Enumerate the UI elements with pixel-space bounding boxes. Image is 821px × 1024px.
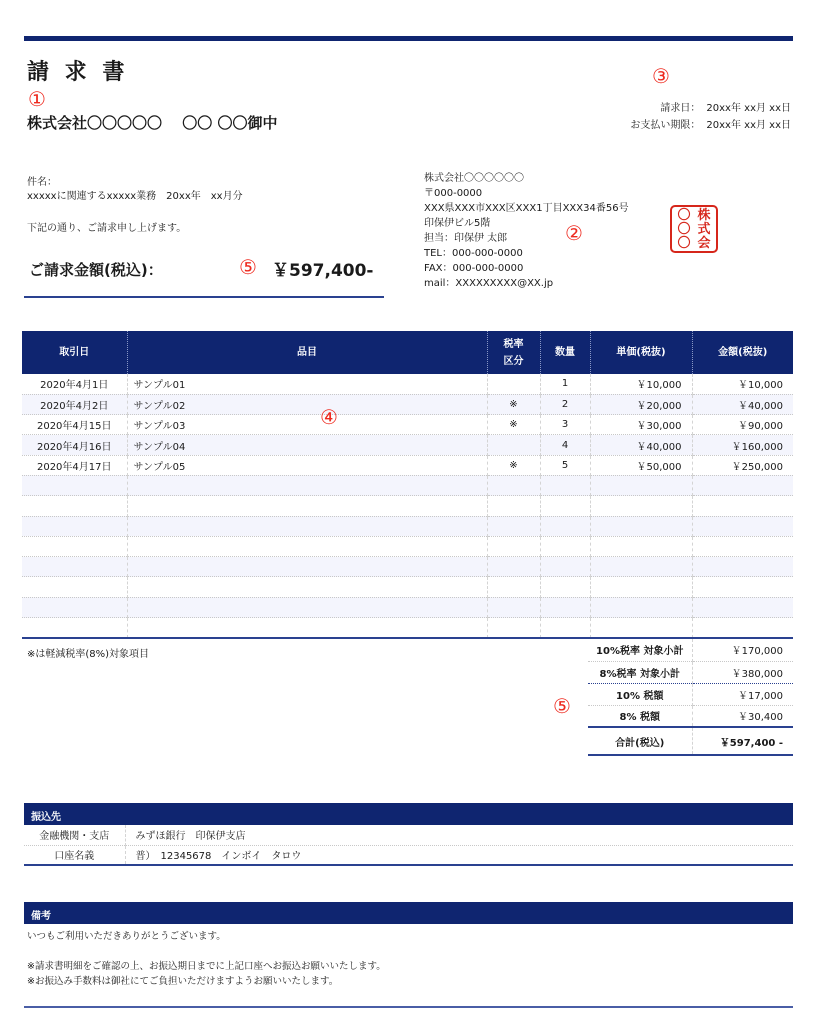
cell-date: 2020年4月2日	[22, 394, 127, 414]
cell-unit-price: ￥30,000	[590, 415, 692, 435]
empty-row	[22, 496, 793, 516]
header-amount: 金額(税抜)	[692, 331, 793, 374]
header-tax-category-line2: 区分	[503, 355, 524, 367]
subtotal-10-row	[588, 639, 793, 661]
subtotal-8-row	[588, 661, 793, 683]
cell-item: サンプル03	[127, 415, 487, 435]
cell-item: サンプル05	[127, 455, 487, 475]
due-date-row	[630, 117, 791, 134]
issuer-postal: 〒000-0000	[424, 188, 483, 199]
account-row	[24, 845, 793, 865]
bank-value: みずほ銀行 印保伊支店	[125, 825, 793, 845]
grand-total-row	[588, 727, 793, 755]
issue-date-value: 20xx年 xx月 xx日	[706, 103, 791, 114]
items-table	[22, 331, 793, 638]
due-date-label: お支払い期限：	[630, 120, 701, 131]
bank-label: 金融機関・支店	[24, 825, 125, 845]
issuer-company: 株式会社〇〇〇〇〇〇	[424, 173, 524, 184]
cell-qty: 4	[540, 435, 590, 455]
cell-item: サンプル01	[127, 374, 487, 394]
items-header-row	[22, 331, 793, 374]
issuer-building: 印保伊ビル5階	[424, 218, 491, 229]
top-border-bar	[24, 36, 793, 41]
billing-amount-value: ￥597,400-	[272, 261, 374, 281]
cell-tax: ※	[487, 455, 540, 475]
cell-qty: 1	[540, 374, 590, 394]
table-row	[22, 374, 793, 394]
header-qty: 数量	[540, 331, 590, 374]
table-row	[22, 455, 793, 475]
issue-date-row	[630, 100, 791, 117]
table-row	[22, 394, 793, 414]
cell-unit-price: ￥50,000	[590, 455, 692, 475]
cell-item: サンプル02	[127, 394, 487, 414]
annotation-marker-4: ④	[320, 405, 338, 429]
totals-table	[588, 639, 793, 756]
bank-row	[24, 825, 793, 845]
subtotal-10-value: ￥170,000	[692, 639, 793, 661]
subtotal-8-label: 8%税率 対象小計	[588, 661, 692, 683]
annotation-marker-3: ③	[652, 64, 670, 88]
table-row	[22, 435, 793, 455]
issuer-address: XXX県XXX市XXX区XXX1丁目XXX34番56号	[424, 203, 629, 214]
tax-8-value: ￥30,400	[692, 705, 793, 727]
issuer-info	[424, 171, 629, 291]
company-seal-stamp-icon	[670, 205, 718, 253]
client-name: 株式会社〇〇〇〇〇 〇〇 〇〇御中	[27, 114, 278, 132]
tax-8-row	[588, 705, 793, 727]
account-label: 口座名義	[24, 845, 125, 865]
cell-tax: ※	[487, 415, 540, 435]
cell-qty: 3	[540, 415, 590, 435]
subject-value: xxxxxに関連するxxxxx業務 20xx年 xx月分	[27, 191, 243, 202]
tax-10-label: 10% 税額	[588, 683, 692, 705]
remarks-line	[27, 944, 386, 959]
cell-item: サンプル04	[127, 435, 487, 455]
due-date-value: 20xx年 xx月 xx日	[706, 120, 791, 131]
header-unit-price: 単価(税抜)	[590, 331, 692, 374]
grand-total-value: ￥597,400 -	[692, 727, 793, 755]
cell-tax	[487, 435, 540, 455]
stamp-char: 会	[697, 236, 711, 251]
cell-tax: ※	[487, 394, 540, 414]
header-date: 取引日	[22, 331, 127, 374]
bank-section-heading: 振込先	[24, 803, 793, 825]
empty-row	[22, 516, 793, 536]
issuer-tel: TEL：000-000-0000	[424, 248, 523, 259]
header-item: 品目	[127, 331, 487, 374]
cell-date: 2020年4月17日	[22, 455, 127, 475]
annotation-marker-5-totals: ⑤	[553, 694, 571, 718]
tax-8-label: 8% 税額	[588, 705, 692, 727]
annotation-marker-2: ②	[565, 221, 583, 245]
header-tax-category	[487, 331, 540, 374]
remarks-body	[27, 929, 386, 989]
cell-date: 2020年4月1日	[22, 374, 127, 394]
remarks-section-heading: 備考	[24, 902, 793, 924]
stamp-char: 式	[697, 222, 711, 237]
tax-10-value: ￥17,000	[692, 683, 793, 705]
cell-amount: ￥160,000	[692, 435, 793, 455]
cell-date: 2020年4月16日	[22, 435, 127, 455]
subtotal-10-label: 10%税率 対象小計	[588, 639, 692, 661]
empty-row	[22, 557, 793, 577]
empty-row	[22, 597, 793, 617]
stamp-char: 〇	[677, 236, 691, 251]
empty-row	[22, 618, 793, 638]
cell-date: 2020年4月15日	[22, 415, 127, 435]
cell-amount: ￥250,000	[692, 455, 793, 475]
annotation-marker-5: ⑤	[239, 255, 257, 279]
issue-date-label: 請求日：	[660, 103, 701, 114]
empty-row	[22, 577, 793, 597]
empty-row	[22, 475, 793, 495]
cell-amount: ￥40,000	[692, 394, 793, 414]
issuer-contact: 担当：印保伊 太郎	[424, 233, 508, 244]
annotation-marker-1: ①	[28, 87, 46, 111]
cell-qty: 5	[540, 455, 590, 475]
document-title: 請 求 書	[27, 60, 129, 85]
stamp-char: 〇	[677, 222, 691, 237]
issuer-mail: mail：XXXXXXXXX@XX.jp	[424, 278, 554, 289]
table-row	[22, 415, 793, 435]
reduced-tax-note: ※は軽減税率(8%)対象項目	[27, 649, 150, 660]
remarks-line: ※お振込み手数料は御社にてご負担いただけますようお願いいたします。	[27, 976, 339, 987]
bank-info-table	[24, 825, 793, 866]
account-value: 普） 12345678 インボイ タロウ	[125, 845, 793, 865]
cell-unit-price: ￥40,000	[590, 435, 692, 455]
billing-amount-label: ご請求金額(税込)：	[29, 261, 163, 279]
issuer-fax: FAX：000-000-0000	[424, 263, 524, 274]
grand-total-label: 合計(税込)	[588, 727, 692, 755]
remarks-bottom-border	[24, 1006, 793, 1008]
cell-amount: ￥10,000	[692, 374, 793, 394]
remarks-line: ※請求書明細をご確認の上、お振込期日までに上記口座へお振込お願いいたします。	[27, 961, 386, 972]
greeting-text: 下記の通り、ご請求申し上げます。	[27, 223, 187, 234]
cell-qty: 2	[540, 394, 590, 414]
amount-underline	[24, 296, 384, 298]
subtotal-8-value: ￥380,000	[692, 661, 793, 683]
header-tax-category-line1: 税率	[503, 338, 524, 350]
tax-10-row	[588, 683, 793, 705]
invoice-dates	[630, 100, 791, 134]
stamp-char: 株	[697, 208, 711, 223]
empty-row	[22, 536, 793, 556]
subject-label: 件名：	[27, 177, 57, 188]
cell-amount: ￥90,000	[692, 415, 793, 435]
cell-unit-price: ￥10,000	[590, 374, 692, 394]
cell-tax	[487, 374, 540, 394]
stamp-char: 〇	[677, 208, 691, 223]
cell-unit-price: ￥20,000	[590, 394, 692, 414]
remarks-line: いつもご利用いただきありがとうございます。	[27, 931, 226, 942]
